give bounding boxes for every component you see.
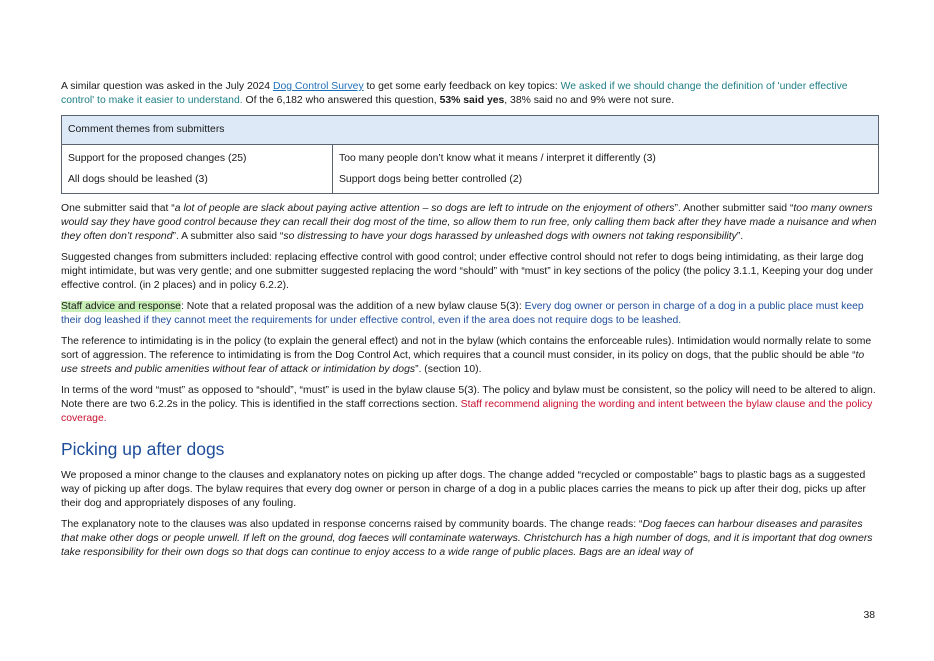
staff-recommendation: Staff recommend aligning the wording and intent between the bylaw clause and the policy coverage.: [61, 399, 873, 424]
quote: so distressing to have your dogs harassed by unleashed dogs with owners not taking responsibility: [283, 231, 737, 242]
survey-result-bold: 53% said yes: [439, 95, 505, 106]
picking-up-paragraph: We proposed a minor change to the clauses and explanatory notes on picking up after dogs. The change added “recycled or compostable” bags to plastic bags as a suggested way of picking up after dogs. The bylaw requires that every dog owner or person in charge of a dog in a public places carries the means to pick up after their dog, picks up after their dog and appropriately disposes of any fouling.: [61, 470, 866, 509]
text: One submitter said that “: [61, 203, 175, 214]
quote: a lot of people are slack about paying active attention – so dogs are left to intrude on the enjoyment of others: [174, 203, 675, 214]
intro-text: Of the 6,182 who answered this question,: [242, 95, 440, 106]
table-header: Comment themes from submitters: [62, 116, 879, 145]
explanatory-note-paragraph: [61, 518, 879, 560]
text: ”. (section 10).: [415, 364, 482, 375]
bylaw-clause-text: Every dog owner or person in charge of a dog in a public place must keep their dog leashed if they cannot meet the requirements for under effective control, even if the area does not require dogs to be leashed.: [61, 301, 864, 326]
table-cell: Support for the proposed changes (25): [62, 145, 333, 171]
table-cell: Too many people don’t know what it means / interpret it differently (3): [333, 145, 879, 171]
text: The reference to intimidating is in the policy (to explain the general effect) and not in the bylaw (which contains the enforceable rules). Intimidation would normally relate to some sort of aggression. The reference to intimidating is from the Dog Control Act, which requires that a council must consider, in its policy on dogs, that the public should be able “: [61, 336, 872, 361]
text: ”.: [736, 231, 744, 242]
quote: too many owners would say they have good control because they can recall their dog most of the time, so allow them to run free, only calling them back after they have made a nuisance and when they often don’t respond: [61, 203, 877, 242]
intimidation-paragraph: [61, 335, 879, 377]
intro-text: to get some early feedback on key topics:: [363, 81, 561, 92]
text: ”. Another submitter said “: [674, 203, 794, 214]
staff-advice-paragraph: [61, 300, 879, 328]
comment-themes-table: [61, 115, 879, 194]
intro-text: , 38% said no and 9% were not sure.: [504, 95, 675, 106]
submitter-quotes-paragraph: [61, 202, 879, 244]
staff-advice-label: Staff advice and response: [61, 301, 181, 312]
table-cell: All dogs should be leashed (3): [62, 170, 333, 194]
dog-control-survey-link[interactable]: Dog Control Survey: [272, 81, 364, 92]
survey-question-text: We asked if we should change the definition of 'under effective control' to make it easier to understand.: [61, 81, 848, 106]
quote: to use streets and public amenities without fear of attack or intimidation by dogs: [61, 350, 865, 375]
quote: Dog faeces can harbour diseases and parasites that make other dogs or people unwell. If left on the ground, dog faeces will contaminate waterways. Christchurch has a high number of dogs, and it is important that dog owners take responsibility for their own dogs so that dogs can continue to enjoy access to a wide range of public places. Bags are an ideal way of: [61, 519, 873, 558]
intro-text: A similar question was asked in the July 2024: [61, 81, 273, 92]
intro-paragraph: [61, 80, 879, 108]
page-number: 38: [863, 610, 875, 621]
table-row: [62, 170, 879, 194]
text: In terms of the word “must” as opposed to “should”, “must” is used in the bylaw clause 5(3). The policy and bylaw must be consistent, so the policy will need to be altered to align. Note there are two 6.2.2s in the policy. This is identified in the staff corrections section.: [61, 385, 876, 410]
text: The explanatory note to the clauses was also updated in response concerns raised by community boards. The change reads: “: [61, 519, 643, 530]
section-heading: Picking up after dogs: [61, 439, 225, 459]
page-content: [61, 80, 879, 567]
text: : Note that a related proposal was the addition of a new bylaw clause 5(3):: [180, 301, 525, 312]
suggested-changes-paragraph: Suggested changes from submitters included: replacing effective control with good control; under effective control should not refer to dogs being intimidating, as their large dog might intimidate, but was very gentle; and one submitter suggested replacing the word “should” with “must” in key sections of the policy (the policy 3.1.1, Keeping your dog under effective control. (in 2 places) and in policy 6.2.2).: [61, 252, 874, 291]
text: ”. A submitter also said “: [172, 231, 284, 242]
table-cell: Support dogs being better controlled (2): [333, 170, 879, 194]
must-should-paragraph: [61, 384, 879, 426]
table-row: [62, 145, 879, 171]
